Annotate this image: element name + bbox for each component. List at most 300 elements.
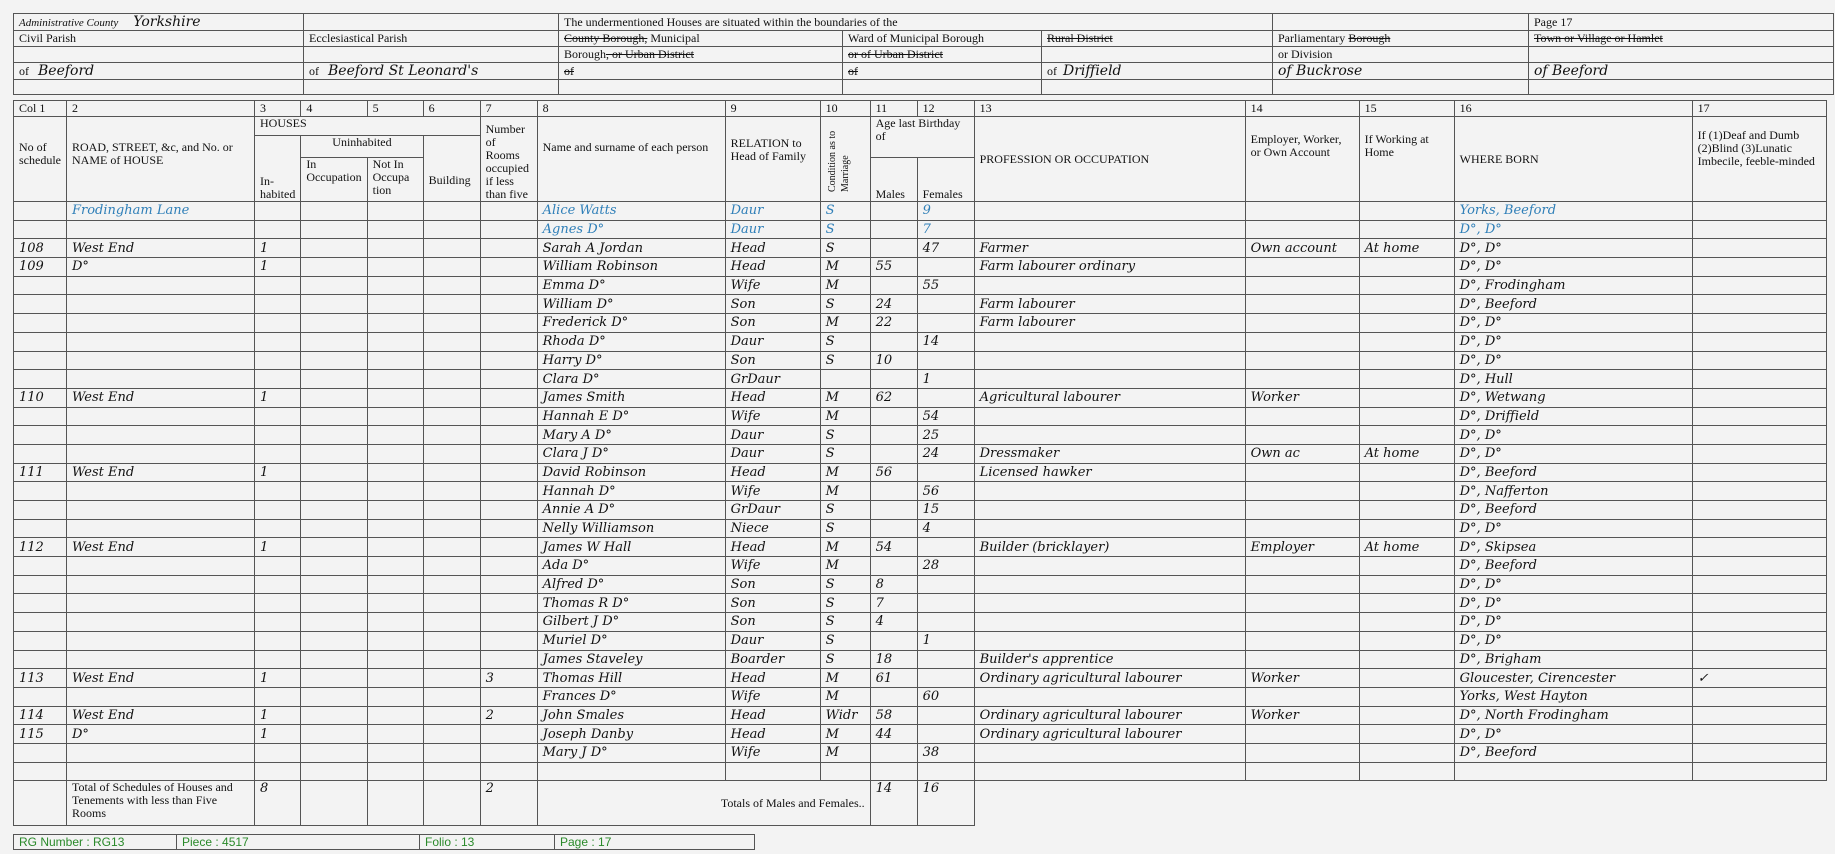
inhabited-header: In- habited: [255, 135, 301, 201]
infirmity-cell: [1692, 332, 1826, 351]
building-cell: [423, 444, 480, 463]
houses-total: 8: [255, 781, 301, 826]
name-cell: Emma D°: [537, 276, 725, 295]
rooms-cell: [480, 594, 537, 613]
empty-cell: [1359, 781, 1454, 826]
employer-cell: [1245, 650, 1359, 669]
relation-header: RELATION to Head of Family: [725, 117, 820, 202]
not-in-occupation-cell: [367, 463, 423, 482]
table-row: [14, 444, 1827, 463]
empty-cell: [559, 80, 843, 95]
females-cell: [917, 650, 974, 669]
inhabited-cell: [255, 631, 301, 650]
males-cell: [870, 276, 917, 295]
condition-cell: S: [820, 202, 870, 221]
working-home-cell: [1359, 258, 1454, 277]
working-home-cell: [1359, 501, 1454, 520]
uninhabited-header: Uninhabited: [301, 135, 423, 158]
column-number-row: [14, 101, 1827, 117]
condition-cell: Widr: [820, 706, 870, 725]
relation-cell: Son: [725, 594, 820, 613]
males-cell: 7: [870, 594, 917, 613]
where-born-cell: D°, D°: [1454, 314, 1692, 333]
schedule-cell: [14, 501, 67, 520]
males-cell: [870, 426, 917, 445]
not-in-occupation-cell: [367, 538, 423, 557]
females-cell: 24: [917, 444, 974, 463]
where-born-cell: Yorks, Beeford: [1454, 202, 1692, 221]
condition-cell: M: [820, 276, 870, 295]
rooms-cell: [480, 463, 537, 482]
not-in-occupation-cell: [367, 501, 423, 520]
not-in-occupation-cell: [367, 594, 423, 613]
working-home-cell: [1359, 388, 1454, 407]
males-cell: [870, 220, 917, 239]
inhabited-cell: [255, 482, 301, 501]
building-cell: [423, 426, 480, 445]
where-born-cell: D°, D°: [1454, 258, 1692, 277]
condition-cell: S: [820, 519, 870, 538]
eccl-parish-value: Beeford St Leonard's: [328, 63, 479, 79]
inhabited-cell: [255, 351, 301, 370]
females-cell: 14: [917, 332, 974, 351]
rooms-cell: [480, 407, 537, 426]
inhabited-cell: [255, 501, 301, 520]
road-cell: [67, 631, 255, 650]
relation-cell: Daur: [725, 220, 820, 239]
schedule-cell: [14, 482, 67, 501]
empty-cell: [304, 14, 559, 31]
females-cell: [917, 463, 974, 482]
infirmity-cell: [1692, 202, 1826, 221]
schedule-cell: 111: [14, 463, 67, 482]
schedule-cell: [14, 762, 67, 781]
condition-cell: S: [820, 426, 870, 445]
not-in-occupation-cell: [367, 239, 423, 258]
building-header: Building: [423, 135, 480, 201]
females-cell: [917, 295, 974, 314]
where-born-cell: D°, Skipsea: [1454, 538, 1692, 557]
females-total: 16: [917, 781, 974, 826]
schedule-cell: [14, 631, 67, 650]
table-row: [14, 482, 1827, 501]
rooms-cell: [480, 538, 537, 557]
admin-county-cell: [14, 14, 304, 31]
column-header-row: [14, 117, 1827, 136]
where-born-cell: D°, Beeford: [1454, 295, 1692, 314]
table-row: [14, 463, 1827, 482]
inhabited-cell: 1: [255, 239, 301, 258]
condition-cell: M: [820, 258, 870, 277]
females-cell: 28: [917, 557, 974, 576]
females-cell: 38: [917, 743, 974, 762]
name-cell: Muriel D°: [537, 631, 725, 650]
schedules-total-label: Total of Schedules of Houses and Tenements with less than Five Rooms: [67, 781, 255, 826]
working-home-cell: [1359, 202, 1454, 221]
occupation-cell: [974, 370, 1245, 389]
inhabited-cell: 1: [255, 463, 301, 482]
employer-header: Employer, Worker, or Own Account: [1245, 117, 1359, 202]
inhabited-cell: 1: [255, 669, 301, 688]
females-cell: [917, 575, 974, 594]
inhabited-cell: [255, 519, 301, 538]
employer-cell: [1245, 557, 1359, 576]
inhabited-cell: [255, 444, 301, 463]
uninhabited-cell: [301, 706, 367, 725]
rooms-cell: [480, 444, 537, 463]
road-cell: [67, 276, 255, 295]
building-cell: [423, 370, 480, 389]
relation-cell: Son: [725, 314, 820, 333]
inhabited-cell: [255, 426, 301, 445]
building-cell: [423, 276, 480, 295]
where-born-cell: D°, D°: [1454, 594, 1692, 613]
rooms-cell: [480, 332, 537, 351]
condition-cell: M: [820, 687, 870, 706]
where-born-cell: D°, North Frodingham: [1454, 706, 1692, 725]
rooms-header: Number of Rooms occupied if less than five: [480, 117, 537, 202]
inhabited-cell: [255, 295, 301, 314]
where-born-cell: D°, Driffield: [1454, 407, 1692, 426]
piece-number: Piece : 4517: [177, 835, 420, 850]
working-home-cell: [1359, 370, 1454, 389]
ward-of: of: [843, 63, 1042, 80]
infirmity-cell: [1692, 220, 1826, 239]
uninhabited-cell: [301, 519, 367, 538]
table-row: [14, 650, 1827, 669]
not-in-occupation-cell: [367, 388, 423, 407]
males-cell: 22: [870, 314, 917, 333]
males-header: Males: [870, 158, 917, 202]
parliamentary-label: Parliamentary Borough: [1273, 31, 1529, 47]
infirmity-cell: [1692, 444, 1826, 463]
males-cell: [870, 743, 917, 762]
empty-cell: [423, 781, 480, 826]
working-home-cell: At home: [1359, 444, 1454, 463]
empty-cell: [14, 781, 67, 826]
table-row: [14, 762, 1827, 781]
name-cell: James Staveley: [537, 650, 725, 669]
rooms-total: 2: [480, 781, 537, 826]
not-in-occupation-header: Not In Occupa tion: [367, 158, 423, 202]
occupation-cell: [974, 575, 1245, 594]
occupation-cell: [974, 276, 1245, 295]
condition-cell: S: [820, 332, 870, 351]
uninhabited-cell: [301, 594, 367, 613]
condition-cell: S: [820, 594, 870, 613]
working-home-cell: [1359, 220, 1454, 239]
eccl-parish-label: Ecclesiastical Parish: [304, 31, 559, 47]
not-in-occupation-cell: [367, 743, 423, 762]
road-cell: [67, 370, 255, 389]
building-cell: [423, 202, 480, 221]
infirmity-cell: [1692, 295, 1826, 314]
table-row: [14, 725, 1827, 744]
relation-cell: Wife: [725, 276, 820, 295]
road-cell: [67, 501, 255, 520]
males-total: 14: [870, 781, 917, 826]
rooms-cell: [480, 557, 537, 576]
houses-header: HOUSES: [255, 117, 481, 136]
inhabited-cell: [255, 407, 301, 426]
name-cell: Ada D°: [537, 557, 725, 576]
schedule-cell: [14, 220, 67, 239]
col-number: 2: [67, 101, 255, 117]
building-cell: [423, 631, 480, 650]
table-row: [14, 538, 1827, 557]
road-cell: [67, 426, 255, 445]
road-cell: [67, 407, 255, 426]
empty-cell: [974, 781, 1245, 826]
col-number: 12: [917, 101, 974, 117]
building-cell: [423, 519, 480, 538]
schedule-cell: 110: [14, 388, 67, 407]
working-home-cell: [1359, 650, 1454, 669]
condition-header-text: Condition as to Marriage: [826, 130, 851, 192]
not-in-occupation-cell: [367, 762, 423, 781]
name-cell: Frederick D°: [537, 314, 725, 333]
working-home-cell: [1359, 426, 1454, 445]
where-born-cell: D°, D°: [1454, 631, 1692, 650]
rooms-cell: [480, 220, 537, 239]
inhabited-cell: [255, 557, 301, 576]
name-cell: Harry D°: [537, 351, 725, 370]
rooms-cell: [480, 575, 537, 594]
occupation-cell: [974, 202, 1245, 221]
females-cell: 60: [917, 687, 974, 706]
rooms-cell: [480, 631, 537, 650]
rooms-cell: [480, 650, 537, 669]
table-row: [14, 557, 1827, 576]
schedule-cell: [14, 370, 67, 389]
schedule-cell: [14, 613, 67, 632]
schedule-cell: 109: [14, 258, 67, 277]
schedule-cell: [14, 557, 67, 576]
not-in-occupation-cell: [367, 575, 423, 594]
infirmity-cell: [1692, 631, 1826, 650]
females-cell: 55: [917, 276, 974, 295]
males-cell: 8: [870, 575, 917, 594]
schedule-cell: [14, 687, 67, 706]
uninhabited-cell: [301, 463, 367, 482]
not-in-occupation-cell: [367, 444, 423, 463]
infirmity-cell: [1692, 388, 1826, 407]
rural-district-label: Rural District: [1042, 31, 1273, 47]
occupation-cell: [974, 501, 1245, 520]
infirmity-cell: [1692, 538, 1826, 557]
males-cell: [870, 557, 917, 576]
not-in-occupation-cell: [367, 314, 423, 333]
infirmity-cell: [1692, 501, 1826, 520]
condition-cell: S: [820, 631, 870, 650]
civil-parish-value: Beeford: [38, 63, 95, 79]
empty-cell: [367, 781, 423, 826]
working-home-cell: [1359, 687, 1454, 706]
empty-cell: [1273, 80, 1529, 95]
occupation-cell: [974, 332, 1245, 351]
not-in-occupation-cell: [367, 519, 423, 538]
occupation-cell: [974, 519, 1245, 538]
inhabited-cell: [255, 276, 301, 295]
empty-cell: [14, 80, 304, 95]
occupation-cell: [974, 351, 1245, 370]
males-cell: [870, 501, 917, 520]
working-home-cell: [1359, 706, 1454, 725]
employer-cell: [1245, 202, 1359, 221]
table-row: [14, 258, 1827, 277]
name-cell: Clara D°: [537, 370, 725, 389]
building-cell: [423, 501, 480, 520]
condition-cell: S: [820, 351, 870, 370]
page-number: Page : 17: [555, 835, 755, 850]
occupation-cell: Dressmaker: [974, 444, 1245, 463]
females-cell: 9: [917, 202, 974, 221]
inhabited-cell: [255, 762, 301, 781]
males-cell: [870, 407, 917, 426]
employer-cell: [1245, 407, 1359, 426]
employer-cell: [1245, 743, 1359, 762]
uninhabited-cell: [301, 407, 367, 426]
where-born-cell: D°, Frodingham: [1454, 276, 1692, 295]
division-value: of Buckrose: [1273, 63, 1529, 80]
females-cell: [917, 669, 974, 688]
table-row: [14, 743, 1827, 762]
empty-cell: [1454, 781, 1692, 826]
road-cell: [67, 314, 255, 333]
rooms-cell: [480, 258, 537, 277]
name-header: Name and surname of each person: [537, 117, 725, 202]
building-cell: [423, 725, 480, 744]
building-cell: [423, 575, 480, 594]
civil-parish-label: Civil Parish: [14, 31, 304, 47]
where-born-cell: D°, D°: [1454, 220, 1692, 239]
relation-cell: Wife: [725, 482, 820, 501]
condition-cell: S: [820, 220, 870, 239]
infirmity-cell: [1692, 613, 1826, 632]
building-cell: [423, 407, 480, 426]
building-cell: [423, 669, 480, 688]
not-in-occupation-cell: [367, 407, 423, 426]
males-cell: [870, 687, 917, 706]
uninhabited-cell: [301, 370, 367, 389]
working-home-cell: [1359, 594, 1454, 613]
condition-cell: M: [820, 482, 870, 501]
schedule-cell: 114: [14, 706, 67, 725]
col-number: Col 1: [14, 101, 67, 117]
schedule-cell: [14, 276, 67, 295]
road-cell: West End: [67, 239, 255, 258]
county-borough-label: County Borough, Municipal: [559, 31, 843, 47]
road-cell: [67, 220, 255, 239]
not-in-occupation-cell: [367, 220, 423, 239]
infirmity-cell: [1692, 706, 1826, 725]
females-cell: 4: [917, 519, 974, 538]
building-cell: [423, 594, 480, 613]
inhabited-cell: [255, 687, 301, 706]
building-cell: [423, 332, 480, 351]
females-cell: 7: [917, 220, 974, 239]
table-row: [14, 220, 1827, 239]
in-occupation-header: In Occupation: [301, 158, 367, 202]
relation-cell: Boarder: [725, 650, 820, 669]
uninhabited-cell: [301, 650, 367, 669]
working-home-cell: [1359, 407, 1454, 426]
road-cell: West End: [67, 388, 255, 407]
infirmity-cell: [1692, 276, 1826, 295]
road-cell: [67, 594, 255, 613]
working-home-cell: [1359, 725, 1454, 744]
infirmity-cell: [1692, 687, 1826, 706]
infirmity-cell: [1692, 239, 1826, 258]
occupation-cell: Ordinary agricultural labourer: [974, 669, 1245, 688]
where-born-cell: D°, Beeford: [1454, 557, 1692, 576]
building-cell: [423, 463, 480, 482]
road-cell: Frodingham Lane: [67, 202, 255, 221]
table-row: [14, 594, 1827, 613]
infirmity-header: If (1)Deaf and Dumb (2)Blind (3)Lunatic Imbecile, feeble-minded: [1692, 117, 1826, 202]
relation-cell: Head: [725, 706, 820, 725]
infirmity-cell: [1692, 426, 1826, 445]
relation-cell: Head: [725, 463, 820, 482]
schedule-cell: [14, 332, 67, 351]
relation-cell: Son: [725, 575, 820, 594]
empty-cell: [1245, 781, 1359, 826]
road-cell: [67, 557, 255, 576]
occupation-cell: [974, 762, 1245, 781]
name-cell: Joseph Danby: [537, 725, 725, 744]
females-cell: 47: [917, 239, 974, 258]
rooms-cell: [480, 519, 537, 538]
road-cell: [67, 743, 255, 762]
building-cell: [423, 706, 480, 725]
schedule-cell: [14, 575, 67, 594]
occupation-cell: Ordinary agricultural labourer: [974, 725, 1245, 744]
name-cell: Annie A D°: [537, 501, 725, 520]
working-home-cell: [1359, 519, 1454, 538]
table-row: [14, 388, 1827, 407]
table-row: [14, 575, 1827, 594]
col-number: 9: [725, 101, 820, 117]
condition-cell: M: [820, 669, 870, 688]
condition-cell: M: [820, 557, 870, 576]
schedule-cell: [14, 519, 67, 538]
name-cell: Gilbert J D°: [537, 613, 725, 632]
condition-cell: [820, 370, 870, 389]
males-cell: [870, 332, 917, 351]
where-born-cell: D°, Wetwang: [1454, 388, 1692, 407]
infirmity-cell: [1692, 650, 1826, 669]
building-cell: [423, 650, 480, 669]
uninhabited-cell: [301, 687, 367, 706]
road-cell: West End: [67, 669, 255, 688]
civil-parish-value-cell: [14, 63, 304, 80]
table-row: [14, 351, 1827, 370]
table-row: [14, 332, 1827, 351]
not-in-occupation-cell: [367, 276, 423, 295]
occupation-cell: Builder (bricklayer): [974, 538, 1245, 557]
parliamentary-line2: or Division: [1273, 47, 1529, 63]
condition-cell: [820, 762, 870, 781]
relation-cell: Son: [725, 351, 820, 370]
building-cell: [423, 762, 480, 781]
females-cell: 54: [917, 407, 974, 426]
building-cell: [423, 557, 480, 576]
name-cell: John Smales: [537, 706, 725, 725]
females-cell: [917, 314, 974, 333]
age-header: Age last Birthday of: [870, 117, 974, 158]
rooms-cell: [480, 687, 537, 706]
occupation-cell: Farm labourer ordinary: [974, 258, 1245, 277]
